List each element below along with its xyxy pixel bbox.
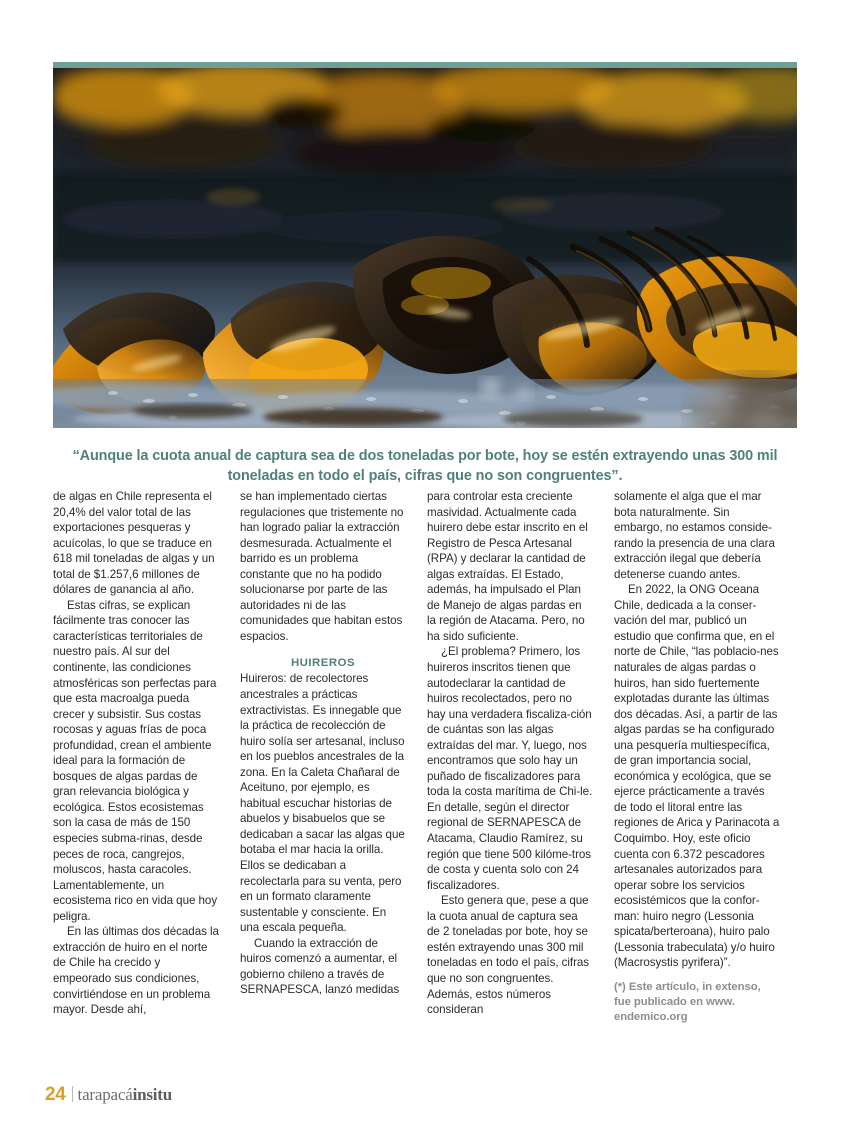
hero-image-block [53, 62, 797, 428]
hero-top-rule [53, 62, 797, 68]
paragraph: En 2022, la ONG Oceana Chile, dedicada a la conser-vación del mar, publicó un estudio que confirma que, en el norte de Chile, “las poblacio-nes naturales de algas pardas o huiros, han sido fuertemente explotadas durante las últimas dos décadas. Así, a partir de las algas pardas se ha configurado una pesquería multiespecífica, de gran importancia social, económica y ecológica, que se ejerce prácticamente a través de todo el litoral entre las regiones de Arica y Parinacota a Coquimbo. Hoy, este oficio cuenta con 6.372 pescadores artesanales autorizados para operar sobre los servicios ecosistémicos que la confor-man: huiro negro (Lessonia spicata/berteroana), huiro palo (Lessonia trabeculata) y/o huiro (Macrosystis pyrifera)”. [614, 583, 780, 970]
article-body-columns [53, 489, 801, 1049]
paragraph: Huireros: de recolectores ancestrales a prácticas extractivistas. Es innegable que la práctica de recolección de huiro solía ser artesanal, incluso en los pueblos ancestrales de la zona. En la Caleta Chañaral de Aceituno, por ejemplo, es habitual escuchar historias de abuelos y bisabuelos que se dedicaban a sacar las algas que botaba el mar hacia la orilla. Ellos se dedicaban a recolectarla para su venta, pero en un formato claramente sustentable y consciente. En una escala pequeña. [240, 672, 405, 935]
paragraph: se han implementado ciertas regulaciones que tristemente no han logrado paliar la extracción desmesurada. Actualmente el barrido es un problema constante que no ha podido solucionarse por parte de las autoridades ni de las comunidades que habitan estos espacios. [240, 490, 404, 643]
kelp-photograph [53, 67, 797, 428]
text-column-2 [240, 489, 427, 1049]
article-footnote: (*) Este artículo, in extenso, fue publicado en www. endemico.org [614, 980, 761, 1024]
paragraph: para controlar esta creciente masividad. Actualmente cada huirero debe estar inscrito en el Registro de Pesca Artesanal (RPA) y declarar la cantidad de algas extraídas. El Estado, además, ha impulsado el Plan de Manejo de algas pardas en la región de Atacama. Pero, no ha sido suficiente. [427, 490, 588, 643]
paragraph: Estas cifras, se explican fácilmente tras conocer las características territoriales de nuestro país. Al sur del continente, las condiciones atmosféricas son perfectas para que esta macroalga pueda crecer y subsistir. Sus costas rocosas y aguas frías de poca profundidad, crean el ambiente ideal para la formación de bosques de algas pardas de gran relevancia biológica y ecológica. Estos ecosistemas son la casa de más de 150 especies subma-rinas, desde peces de roca, cangrejos, moluscos, hasta caracoles. Lamentablemente, un ecosistema rico en vida que hoy peligra. [53, 598, 218, 923]
text-column-3 [427, 489, 614, 1049]
paragraph: ¿El problema? Primero, los huireros inscritos tienen que autodeclarar la cantidad de huiros recolectados, pero no hay una verdadera fiscaliza-ción de cuántas son las algas extraídas del mar. Y, luego, nos encontramos que solo hay un puñado de fiscalizadores para toda la costa marítima de Chi-le. En detalle, según el director regional de SERNAPESCA de Atacama, Claudio Ramírez, su región que tiene 500 kilóme-tros de costa y cuenta solo con 24 fiscalizadores. [427, 645, 593, 892]
paragraph: Esto genera que, pese a que la cuota anual de captura sea de 2 toneladas por bote, hoy se estén extrayendo unas 300 mil toneladas en todo el país, cifras que no son congruentes. Además, estos números consideran [427, 894, 590, 1017]
masthead-light: tarapacá [77, 1085, 133, 1104]
paragraph: En las últimas dos décadas la extracción de huiro en el norte de Chile ha crecido y empeorado sus condiciones, convirtiéndose en un problema mayor. Desde ahí, [53, 925, 219, 1017]
paragraph: solamente el alga que el mar bota naturalmente. Sin embargo, no estamos conside-rando la presencia de una clara extracción ilegal que debería detenerse cuando antes. [614, 490, 775, 581]
masthead [78, 1085, 172, 1105]
masthead-bold: insitu [132, 1085, 172, 1104]
folio-divider [72, 1086, 73, 1102]
page-footer [45, 1084, 172, 1106]
section-heading-huireros: HUIREROS [290, 657, 356, 670]
text-column-4 [614, 489, 801, 1049]
text-column-1 [53, 489, 240, 1049]
page-number: 24 [45, 1084, 66, 1105]
pull-quote: “Aunque la cuota anual de captura sea de dos toneladas por bote, hoy se estén extrayendo unas 300 mil toneladas en todo el país, cifras que no son congruentes”. [72, 448, 778, 484]
paragraph: de algas en Chile representa el 20,4% del valor total de las exportaciones pesqueras y acuícolas, lo que se traduce en 618 mil toneladas de algas y un total de $1.257,6 millones de dólares de ganancia al año. [53, 490, 215, 597]
paragraph: Cuando la extracción de huiros comenzó a aumentar, el gobierno chileno a través de SERNAPESCA, lanzó medidas [240, 936, 400, 997]
